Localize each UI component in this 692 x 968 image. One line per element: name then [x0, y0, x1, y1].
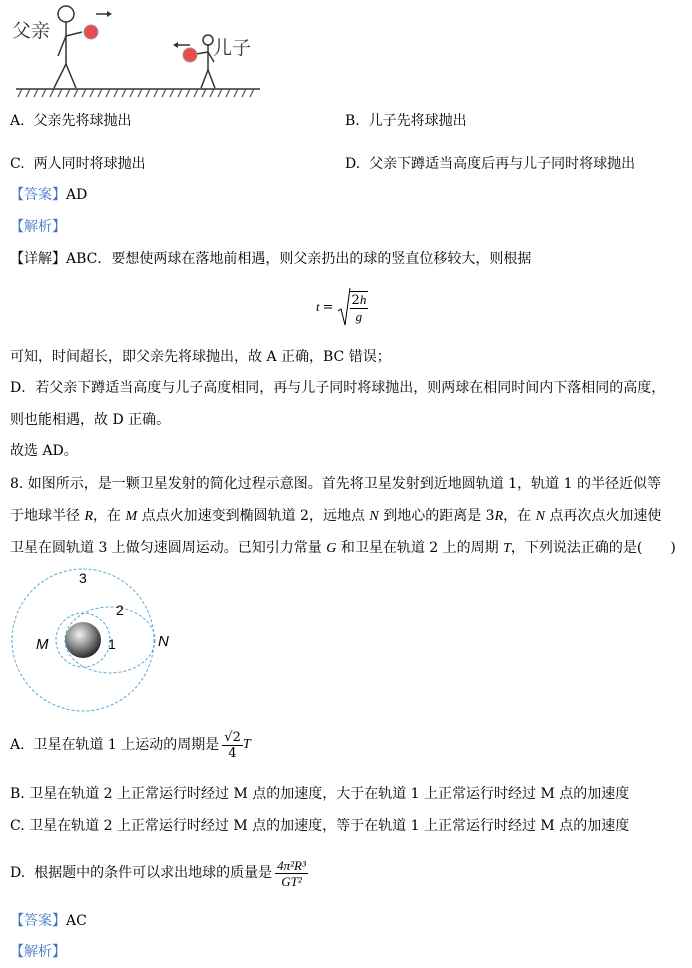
q8-stem-line-3: 卫星在圆轨道 3 上做匀速圆周运动。已知引力常量 G 和卫星在轨道 2 上的周期 T，下列说法正确的是( ): [10, 540, 676, 556]
time-formula: t = $\frac{2h}{g}$: [316, 285, 368, 329]
q7-option-c: C. 两人同时将球抛出: [10, 156, 146, 172]
q7-detail-4: 则也能相遇，故 D 正确。: [10, 412, 171, 428]
father-ball: [84, 25, 98, 39]
q7-option-b: B. 儿子先将球抛出: [345, 113, 467, 129]
q7-analysis-tag: 【解析】: [10, 219, 66, 235]
q8-stem-line-2: 于地球半径 R，在 M 点点火加速变到椭圆轨道 2，远地点 N 到地心的距离是 3R，在 N 点再次点火加速使: [10, 508, 662, 524]
q7-option-d: D. 父亲下蹲适当高度后再与儿子同时将球抛出: [345, 156, 636, 172]
q7-conclusion: 故选 AD。: [10, 443, 78, 459]
q8-answer: 【答案】AC: [10, 913, 87, 929]
orbit-1-label: 1: [108, 636, 116, 652]
answer-tag: 【答案】: [10, 187, 66, 203]
q8-option-a: A. 卫星在轨道 1 上运动的周期是 $\frac{√2}{4}$ T: [10, 729, 251, 761]
orbit-figure: [10, 562, 190, 712]
point-m-label: M: [36, 636, 49, 653]
q8-analysis-tag: 【解析】: [10, 944, 66, 960]
answer-tag: 【答案】: [10, 913, 66, 929]
orbit-2-label: 2: [116, 602, 124, 618]
father-label: 父亲: [12, 21, 51, 42]
q7-detail-3: D．若父亲下蹲适当高度与儿子高度相同，再与儿子同时将球抛出，则两球在相同时间内下落相同的高度，: [10, 380, 666, 396]
son-label: 儿子: [213, 38, 252, 59]
q8-option-d: D. 根据题中的条件可以求出地球的质量是 $\frac{\text{4π²R³}}{\text{GT²}}$: [10, 857, 306, 889]
q7-option-a: A. 父亲先将球抛出: [10, 113, 132, 129]
sqrt-sign: [337, 287, 351, 327]
q7-detail-1: 【详解】ABC．要想使两球在落地前相遇，则父亲扔出的球的竖直位移较大，则根据: [10, 251, 532, 267]
father-son-figure: [10, 2, 270, 100]
point-n-label: N: [158, 633, 169, 650]
earth: [65, 622, 101, 658]
q8-stem-line-1: 8. 如图所示，是一颗卫星发射的简化过程示意图。首先将卫星发射到近地圆轨道 1，轨道 1 的半径近似等: [10, 476, 661, 492]
q7-detail-2: 可知，时间超长，即父亲先将球抛出，故 A 正确，BC 错误；: [10, 349, 391, 365]
orbit-3-label: 3: [79, 570, 87, 586]
q8-option-b: B. 卫星在轨道 2 上正常运行时经过 M 点的加速度，大于在轨道 1 上正常运行时经过 M 点的加速度: [10, 786, 630, 802]
q8-option-c: C. 卫星在轨道 2 上正常运行时经过 M 点的加速度，等于在轨道 1 上正常运行时经过 M 点的加速度: [10, 818, 630, 834]
detail-tag: 【详解】: [10, 251, 66, 267]
son-ball: [183, 48, 197, 62]
q7-answer: 【答案】AD: [10, 187, 88, 203]
